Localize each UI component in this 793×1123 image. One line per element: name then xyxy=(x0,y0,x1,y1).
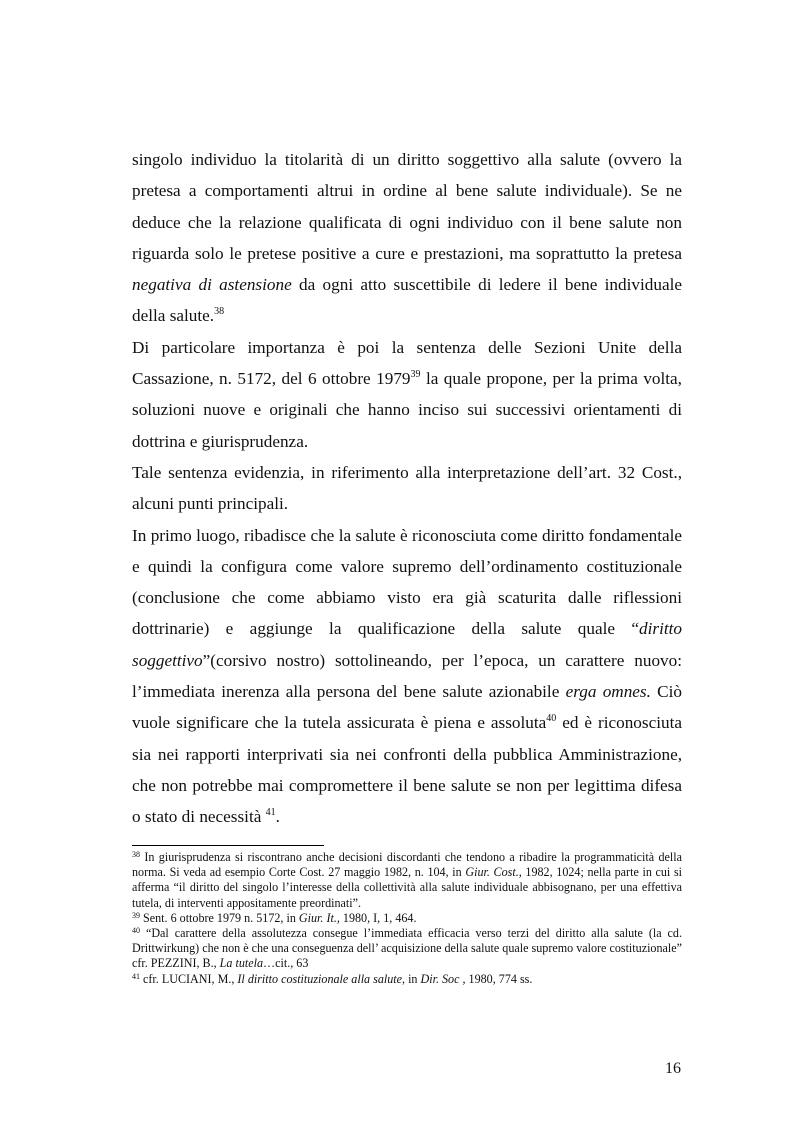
footnote-marker: 41 xyxy=(265,807,276,819)
paragraph xyxy=(132,332,682,457)
footnote xyxy=(132,911,682,926)
italic-text: Giur. Cost., xyxy=(465,865,522,880)
text-run: 1980, 774 ss. xyxy=(465,971,533,986)
text-run: In giurisprudenza si riscontrano anche decisioni discordanti che tendono a ribadire la programmaticità della norma. Si veda ad esempio Corte Cost. 27 maggio 1982, n. 104, in xyxy=(132,850,682,880)
paragraph xyxy=(132,457,682,520)
text-run: In primo luogo, ribadisce che la salute è riconosciuta come diritto fondamentale e quindi la configura come valore supremo dell’ordinamento costituzionale (conclusione che come abbiamo visto era già scaturita dalle riflessioni dottrinarie) e aggiunge la qualificazione della salute quale “ xyxy=(132,525,682,639)
text-run: Tale sentenza evidenzia, in riferimento alla interpretazione dell’art. 32 Cost., alcuni punti principali. xyxy=(132,462,682,514)
footnote-marker: 40 xyxy=(546,713,557,725)
footnote-separator xyxy=(132,845,324,846)
italic-text: erga omnes. xyxy=(565,682,651,702)
text-run: cfr. LUCIANI, M., xyxy=(140,971,238,986)
footnote xyxy=(132,850,682,911)
text-run: 1982, 1024; nella parte in cui si afferma “il diritto del singolo l’interesse della collettività alla salute individuale abbisognano, per una effettiva tutela, di interventi appositamente preordinati”. xyxy=(132,865,683,910)
footnote-marker: 38 xyxy=(214,306,225,318)
text-run: 1980, I, 1, 464. xyxy=(339,910,417,925)
footnote-marker: 40 xyxy=(132,926,140,936)
text-run: “Dal carattere della assolutezza consegue l’immediata efficacia verso terzi del diritto alla salute (la cd. Drittwirkung) che non è che una conseguenza dell’ acquisizione della salute quale supremo valore costituzionale” cfr. PEZZINI, B., xyxy=(132,926,682,971)
footnote-marker: 41 xyxy=(132,971,140,981)
text-run: Sent. 6 ottobre 1979 n. 5172, in xyxy=(140,910,299,925)
text-run: la quale propone, per la prima volta, soluzioni nuove e originali che hanno inciso sui successivi orientamenti di dottrina e giurisprudenza. xyxy=(132,369,682,451)
text-run: Di particolare importanza è poi la sentenza delle Sezioni Unite della Cassazione, n. 5172, del 6 ottobre 1979 xyxy=(132,337,682,389)
italic-text: Il diritto costituzionale alla salute xyxy=(237,971,403,986)
footnote-marker: 39 xyxy=(410,369,421,381)
text-run: Ciò vuole significare che la tutela assicurata è piena e assoluta xyxy=(132,682,682,733)
page-number: 16 xyxy=(665,1060,681,1077)
footnote xyxy=(132,926,682,972)
text-run: . xyxy=(275,807,280,827)
text-run: singolo individuo la titolarità di un diritto soggettivo alla salute (ovvero la pretesa a comportamenti altrui in ordine al bene salute individuale). Se ne deduce che la relazione qualificata di ogni individuo con il bene salute non riguarda solo le pretese positive a cure e prestazioni, ma soprattutto la pretesa xyxy=(132,150,682,263)
italic-text: Giur. It., xyxy=(298,910,340,925)
text-run: ed è riconosciuta sia nei rapporti interprivati sia nei confronti della pubblica Amministrazione, che non potrebbe mai compromettere il bene salute se non per legittima difesa o stato di necessità xyxy=(132,713,682,827)
paragraph xyxy=(132,144,682,332)
italic-text: diritto soggettivo xyxy=(132,619,682,670)
footnote-marker: 38 xyxy=(132,850,140,859)
text-run: …cit., 63 xyxy=(263,956,309,971)
text-run: ”(corsivo nostro) sottolineando, per l’epoca, un carattere nuovo: l’immediata inerenza alla persona del bene salute azionabile xyxy=(132,650,682,702)
text-run: da ogni atto suscettibile di ledere il bene individuale della salute. xyxy=(132,275,682,326)
footnotes xyxy=(132,850,682,987)
paragraph xyxy=(132,520,682,833)
italic-text: Dir. Soc , xyxy=(420,971,466,986)
italic-text: negativa di astensione xyxy=(132,275,292,295)
italic-text: La tutela xyxy=(219,956,264,971)
footnote-marker: 39 xyxy=(132,910,140,920)
footnote xyxy=(132,972,682,987)
text-run: , in xyxy=(402,971,421,986)
main-text xyxy=(132,144,682,833)
